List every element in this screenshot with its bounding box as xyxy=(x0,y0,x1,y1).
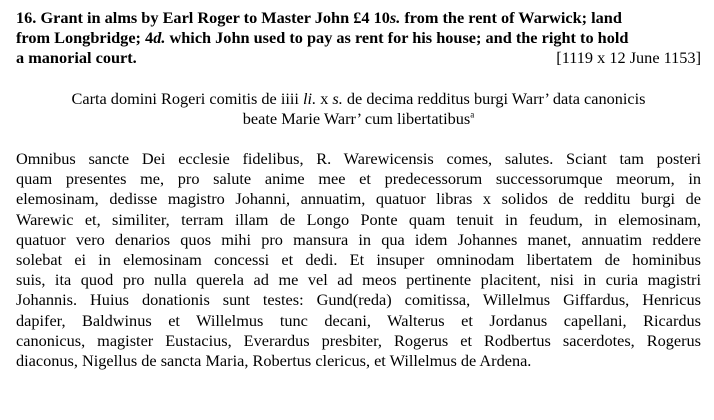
body-line: elemosinam, dedisse magistro Johanni, annuatim, quatuor libras x solidos de redditu burgi de xyxy=(16,189,701,209)
body-line: dapifer, Baldwinus et Willelmus tunc decani, Walterus et Jordanus capellani, Ricardus xyxy=(16,310,701,330)
rubric-abbrev: li. xyxy=(303,89,317,108)
heading-text: a manorial court. xyxy=(16,48,137,67)
heading-abbrev: d. xyxy=(153,28,166,47)
body-line: quam presentes me, pro salute anime mee et predecessorum successorumque meorum, in xyxy=(16,169,701,189)
charter-rubric xyxy=(16,89,701,129)
rubric-line-2 xyxy=(16,109,701,129)
rubric-text: Carta domini Rogeri comitis de iiii xyxy=(71,89,304,108)
heading-line-1 xyxy=(16,8,701,28)
charter-number: 16. xyxy=(16,8,37,27)
heading-text: from Longbridge; 4 xyxy=(16,28,154,47)
body-line: canonicus, magister Eustacius, Everardus presbiter, Rogerus et Rodbertus sacerdotes, Rogerus xyxy=(16,330,701,350)
body-line: Johannis. Huius donationis sunt testes: Gund(reda) comitissa, Willelmus Giffardus, Henricus xyxy=(16,290,701,310)
body-line: Warewic et, similiter, terram illam de Longo Ponte quam tenuit in feudum, in elemosinam, xyxy=(16,209,701,229)
heading-text: from the rent of Warwick; land xyxy=(400,8,622,27)
charter-date: [1119 x 12 June 1153] xyxy=(556,48,701,67)
heading-text: which John used to pay as rent for his house; and the right to hold xyxy=(165,28,629,47)
rubric-line-1 xyxy=(16,89,701,109)
rubric-abbrev: s. xyxy=(332,89,343,108)
rubric-text: x xyxy=(316,89,333,108)
heading-text: Grant in alms by Earl Roger to Master John £4 10 xyxy=(40,8,390,27)
rubric-text: beate Marie Warr’ cum libertatibus xyxy=(242,109,471,128)
body-line: solebat ei in elemosinam concessi et dedi. Et insuper omninodam libertatem de hominibus xyxy=(16,250,701,270)
heading-line-2 xyxy=(16,28,701,48)
body-line: Omnibus sancte Dei ecclesie fidelibus, R. Warewicensis comes, salutes. Sciant tam posteri xyxy=(16,149,701,168)
rubric-text: de decima redditus burgi Warr’ data canonicis xyxy=(342,89,646,108)
body-line: suis, ita quod pro nulla querela ad me vel ad meos pertinente placitent, nisi in curia magistri xyxy=(16,270,701,290)
heading-line-3 xyxy=(16,48,701,68)
charter-heading xyxy=(16,8,701,68)
body-line: diaconus, Nigellus de sancta Maria, Robertus clericus, et Willelmus de Ardena. xyxy=(16,351,532,371)
charter-body xyxy=(16,149,701,371)
body-line: quatuor vero denarios quos mihi pro mansura in qua idem Johannes manet, annuatim reddere xyxy=(16,229,701,249)
heading-abbrev: s. xyxy=(389,8,401,27)
footnote-marker: a xyxy=(470,109,475,120)
